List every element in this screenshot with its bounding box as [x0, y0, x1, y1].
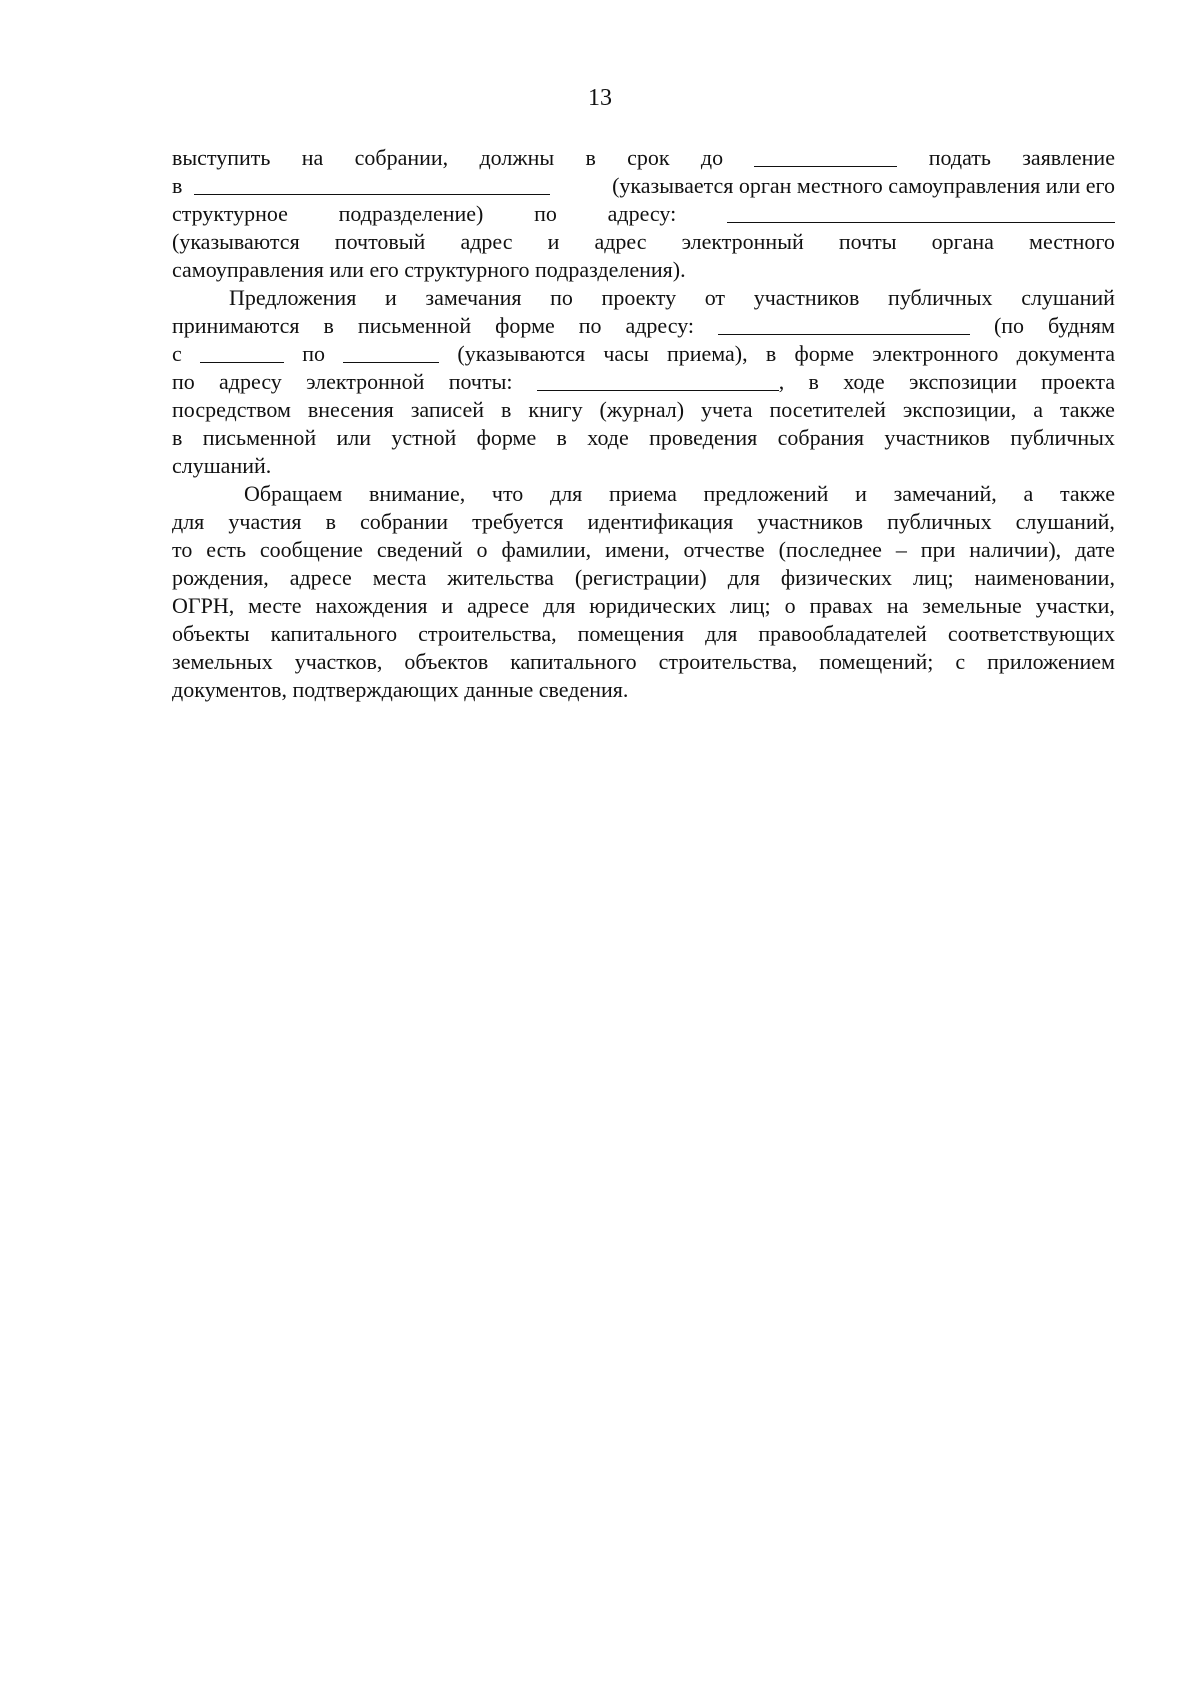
- word: в: [585, 145, 596, 170]
- p3-line-3: [172, 536, 1115, 564]
- word: форме: [794, 341, 855, 366]
- word: (последнее: [778, 537, 882, 562]
- word: лиц;: [912, 565, 954, 590]
- word: часы: [603, 341, 649, 366]
- word: нахождения: [315, 593, 428, 618]
- word: посетителей: [769, 397, 886, 422]
- word: имени,: [605, 537, 670, 562]
- word: в: [172, 173, 183, 198]
- word: почты:: [448, 369, 513, 394]
- word: строительства,: [418, 621, 557, 646]
- word: книгу: [528, 397, 583, 422]
- word: местного: [1029, 229, 1115, 254]
- p1-line-1: [172, 144, 1115, 172]
- p2-line-4: [172, 368, 1115, 396]
- p1-line-2: [172, 172, 1115, 200]
- word: лиц;: [730, 593, 771, 618]
- word: идентификация: [587, 509, 734, 534]
- word: выступить: [172, 145, 271, 170]
- word: в: [500, 397, 512, 422]
- word: земельные: [922, 593, 1022, 618]
- word: ОГРН,: [172, 593, 235, 618]
- word: для: [550, 481, 583, 506]
- word: месте: [248, 593, 302, 618]
- word: что: [491, 481, 524, 506]
- word: в: [172, 425, 183, 450]
- word: проекту: [601, 285, 677, 310]
- word: экспозиции: [908, 369, 1017, 394]
- p3-line-6: [172, 620, 1115, 648]
- comma: ,: [778, 369, 785, 394]
- word: наименовании,: [974, 565, 1115, 590]
- p3-line-5: [172, 592, 1115, 620]
- word: электронной: [306, 369, 425, 394]
- word: на: [301, 145, 324, 170]
- word: письменной: [202, 425, 317, 450]
- word: заявление: [1022, 145, 1115, 170]
- word: до: [700, 145, 724, 170]
- authority-note: (указывается орган местного самоуправления или его: [612, 173, 1115, 198]
- word: по: [534, 201, 557, 226]
- word: замечания: [425, 285, 522, 310]
- word: форме: [495, 313, 555, 338]
- word: адресе: [467, 593, 530, 618]
- word: и: [855, 481, 867, 506]
- word: сведений: [376, 537, 463, 562]
- word: и: [547, 229, 560, 254]
- word: соответствующих: [947, 621, 1115, 646]
- word: электронного: [872, 341, 999, 366]
- word: документа: [1016, 341, 1115, 366]
- word: срок: [627, 145, 670, 170]
- p2-line-7: [172, 452, 1115, 480]
- p1-line-2-group: [172, 172, 550, 200]
- word: принимаются: [172, 313, 300, 338]
- word: по: [302, 341, 325, 366]
- word: участия: [228, 509, 302, 534]
- word: по: [550, 285, 573, 310]
- word: (по: [993, 313, 1025, 338]
- word: для: [727, 565, 760, 590]
- word: Обращаем: [244, 481, 343, 506]
- word: слушаний: [1021, 285, 1115, 310]
- word: замечаний,: [893, 481, 997, 506]
- text-line: самоуправления или его структурного подразделения).: [172, 257, 686, 282]
- word: публичных: [1010, 425, 1115, 450]
- word: устной: [391, 425, 457, 450]
- word: о: [784, 593, 796, 618]
- word: форме: [476, 425, 537, 450]
- word: (указываются: [457, 341, 586, 366]
- word: рождения,: [172, 565, 269, 590]
- word: наличии),: [969, 537, 1062, 562]
- deadline-blank: [754, 166, 897, 167]
- word: в: [808, 369, 819, 394]
- word: с: [955, 649, 966, 674]
- word: слушаний,: [1015, 509, 1115, 534]
- word: капитального: [510, 649, 637, 674]
- word: участков,: [294, 649, 383, 674]
- email-group: [537, 368, 785, 396]
- word: адресе: [289, 565, 352, 590]
- word: почтовый: [334, 229, 426, 254]
- word: или: [336, 425, 371, 450]
- word: записей: [410, 397, 485, 422]
- word: собрания: [777, 425, 864, 450]
- page-number: 13: [588, 85, 612, 111]
- word: –: [895, 537, 907, 562]
- p2-line-6: [172, 424, 1115, 452]
- hours-from-blank: [200, 362, 284, 363]
- word: приема),: [666, 341, 748, 366]
- word: сообщение: [259, 537, 363, 562]
- word: собрании: [360, 509, 449, 534]
- word: о: [476, 537, 488, 562]
- word: правах: [809, 593, 873, 618]
- text-line: документов, подтверждающих данные сведения.: [172, 677, 629, 702]
- word: участников: [757, 509, 863, 534]
- p3-line-7: [172, 648, 1115, 676]
- word: помещений;: [819, 649, 934, 674]
- word: собрании,: [354, 145, 449, 170]
- document-body: [172, 144, 1115, 704]
- word: а: [1023, 481, 1034, 506]
- p3-line-1: [172, 480, 1115, 508]
- word: (регистрации): [574, 565, 707, 590]
- word: для: [172, 509, 205, 534]
- word: будням: [1048, 313, 1115, 338]
- word: ходе: [843, 369, 885, 394]
- word: посредством: [172, 397, 291, 422]
- word: подать: [928, 145, 991, 170]
- hours-to-blank: [343, 362, 439, 363]
- word: строительства,: [658, 649, 798, 674]
- word: внесения: [307, 397, 394, 422]
- word: экспозиции,: [902, 397, 1017, 422]
- word: должны: [479, 145, 555, 170]
- word: (указываются: [172, 229, 300, 254]
- word: требуется: [472, 509, 564, 534]
- word: также: [1059, 481, 1115, 506]
- p2-line-1: [172, 284, 1115, 312]
- word: с: [172, 341, 182, 366]
- word: публичных: [888, 285, 993, 310]
- word: на: [886, 593, 909, 618]
- word: помещения: [577, 621, 685, 646]
- word: адресу: [219, 369, 282, 394]
- p2-line-5: [172, 396, 1115, 424]
- word: подразделение): [338, 201, 484, 226]
- word: электронный: [681, 229, 804, 254]
- word: адрес: [594, 229, 647, 254]
- word: (журнал): [599, 397, 685, 422]
- word: приложением: [987, 649, 1115, 674]
- p3-line-4: [172, 564, 1115, 592]
- word: участников: [753, 285, 860, 310]
- word: отчестве: [683, 537, 765, 562]
- p2-line-3: [172, 340, 1115, 368]
- word: в: [325, 509, 336, 534]
- word: проекта: [1041, 369, 1115, 394]
- word: объектов: [404, 649, 489, 674]
- word: ходе: [587, 425, 629, 450]
- word: внимание,: [368, 481, 466, 506]
- word: в: [323, 313, 334, 338]
- word: есть: [206, 537, 246, 562]
- word: и: [441, 593, 454, 618]
- p3-line-2: [172, 508, 1115, 536]
- word: жительства: [447, 565, 554, 590]
- p1-line-4: [172, 228, 1115, 256]
- word: приема: [608, 481, 677, 506]
- word: земельных: [172, 649, 273, 674]
- word: места: [372, 565, 427, 590]
- word: учета: [701, 397, 753, 422]
- word: от: [704, 285, 726, 310]
- word: юридических: [589, 593, 717, 618]
- word: структурное: [172, 201, 288, 226]
- authority-blank: [194, 194, 550, 195]
- word: фамилии,: [501, 537, 592, 562]
- word: объекты: [172, 621, 250, 646]
- word: правообладателей: [758, 621, 927, 646]
- word: проведения: [649, 425, 758, 450]
- word: органа: [931, 229, 994, 254]
- word: дате: [1075, 537, 1115, 562]
- word: а: [1033, 397, 1043, 422]
- p2-line-2: [172, 312, 1115, 340]
- word: по: [578, 313, 602, 338]
- p1-line-3: [172, 200, 1115, 228]
- word: публичных: [887, 509, 992, 534]
- p1-line-5: [172, 256, 1115, 284]
- email-blank: [537, 390, 779, 391]
- word: участников: [884, 425, 991, 450]
- word: для: [543, 593, 576, 618]
- word: в: [765, 341, 777, 366]
- postal-address-blank: [718, 334, 970, 335]
- word: и: [384, 285, 397, 310]
- word: предложений: [703, 481, 829, 506]
- word: почты: [838, 229, 897, 254]
- text-line: слушаний.: [172, 453, 272, 478]
- word: адресу:: [625, 313, 695, 338]
- word: по: [172, 369, 195, 394]
- word: адрес: [460, 229, 513, 254]
- word: капитального: [270, 621, 398, 646]
- word: адресу:: [607, 201, 677, 226]
- word: письменной: [357, 313, 472, 338]
- address-blank: [727, 222, 1115, 223]
- word: также: [1059, 397, 1115, 422]
- word: в: [556, 425, 567, 450]
- word: то: [172, 537, 193, 562]
- word: участки,: [1035, 593, 1115, 618]
- word: для: [705, 621, 738, 646]
- word: Предложения: [229, 285, 357, 310]
- word: при: [920, 537, 956, 562]
- p3-line-8: [172, 676, 1115, 704]
- word: физических: [780, 565, 893, 590]
